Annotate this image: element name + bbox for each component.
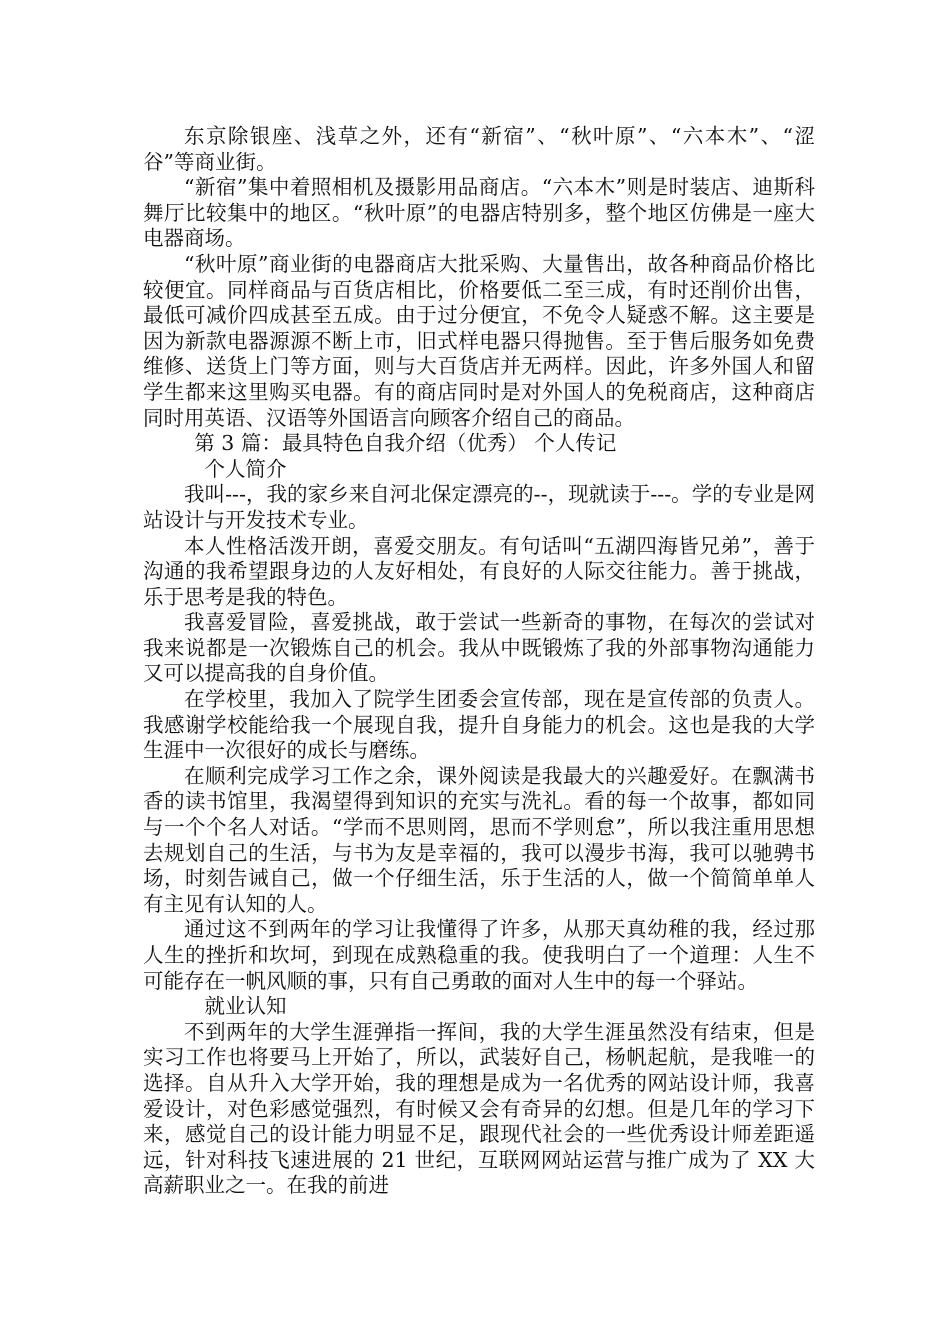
paragraph-personality: 本人性格活泼开朗，喜爱交朋友。有句话叫“五湖四海皆兄弟”，善于沟通的我希望跟身边的人友好相处，有良好的人际交往能力。善于挑战，乐于思考是我的特色。 [143,533,815,609]
subheading-profile: 个人简介 [204,456,287,481]
paragraph-career: 不到两年的大学生涯弹指一挥间，我的大学生涯虽然没有结束，但是实习工作也将要马上开始了，所以，武装好自己，杨帆起航，是我唯一的选择。自从升入大学开始，我的理想是成为一名优秀的网站设计师，我喜爱设计，对色彩感觉强烈，有时候又会有奇异的幻想。但是几年的学习下来，感觉自己的设计能力明显不足，跟现代社会的一些优秀设计师差距遥远，针对科技飞速进展的 21 世纪，互联网网站运营与推广成为了 XX 大高薪职业之一。在我的前进 [143,1019,815,1198]
paragraph-school: 在学校里，我加入了院学生团委会宣传部，现在是宣传部的负责人。我感谢学校能给我一个展现自我，提升自身能力的机会。这也是我的大学生涯中一次很好的成长与磨练。 [143,687,815,763]
document-body [143,124,815,1199]
paragraph-tokyo-streets: 东京除银座、浅草之外，还有“新宿”、“秋叶原”、“六本木”、“涩谷”等商业街。 [143,124,815,174]
paragraph-akihabara: “秋叶原”商业街的电器商店大批采购、大量售出，故各种商品价格比较便宜。同样商品与百货店相比，价格要低二至三成，有时还削价出售，最低可减价四成甚至五成。由于过分便宜，不免令人疑惑不解。这主要是因为新款电器源源不断上市，旧式样电器只得抛售。至于售后服务如免费维修、送货上门等方面，则与大百货店并无两样。因此，许多外国人和留学生都来这里购买电器。有的商店同时是对外国人的免税商店，这种商店同时用英语、汉语等外国语言向顾客介绍自己的商品。 [143,251,815,430]
paragraph-shinjuku: “新宿”集中着照相机及摄影用品商店。“六本木”则是时装店、迪斯科舞厅比较集中的地区。“秋叶原”的电器店特别多，整个地区仿佛是一座大电器商场。 [143,175,815,251]
section-heading: 第 3 篇：最具特色自我介绍（优秀） 个人传记 [194,431,617,456]
subheading-career: 就业认知 [204,994,287,1019]
paragraph-intro: 我叫---，我的家乡来自河北保定漂亮的--，现就读于---。学的专业是网站设计与开发技术专业。 [143,482,815,532]
paragraph-reading: 在顺利完成学习工作之余，课外阅读是我最大的兴趣爱好。在飘满书香的读书馆里，我渴望得到知识的充实与洗礼。看的每一个故事，都如同与一个个名人对话。“学而不思则罔，思而不学则怠”，所以我注重用思想去规划自己的生活，与书为友是幸福的，我可以漫步书海，我可以驰骋书场，时刻告诫自己，做一个仔细生活，乐于生活的人，做一个简简单单人有主见有认知的人。 [143,763,815,916]
paragraph-adventure: 我喜爱冒险，喜爱挑战，敢于尝试一些新奇的事物，在每次的尝试对我来说都是一次锻炼自己的机会。我从中既锻炼了我的外部事物沟通能力又可以提高我的自身价值。 [143,610,815,686]
paragraph-growth: 通过这不到两年的学习让我懂得了许多，从那天真幼稚的我，经过那人生的挫折和坎坷，到现在成熟稳重的我。使我明白了一个道理：人生不可能存在一帆风顺的事，只有自己勇敢的面对人生中的每一个驿站。 [143,917,815,993]
